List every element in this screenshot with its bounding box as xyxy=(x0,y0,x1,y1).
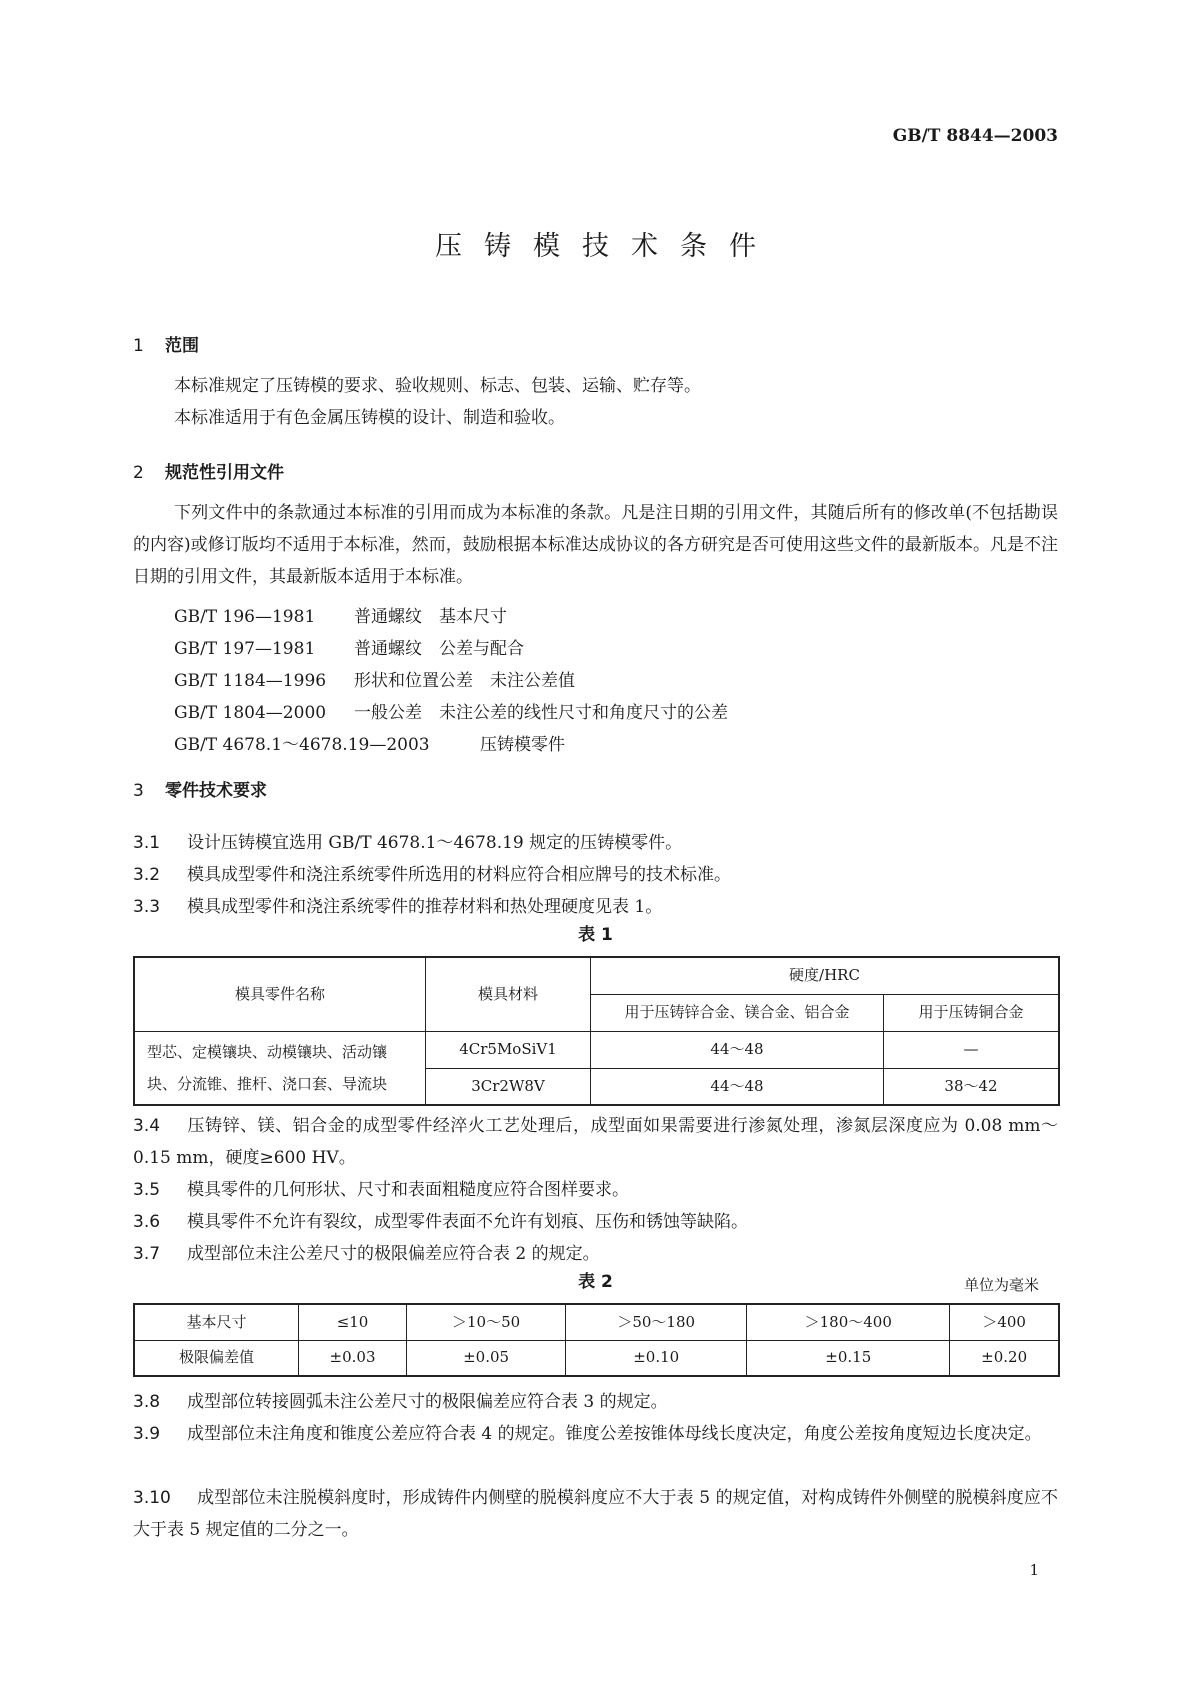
clause-text: 成型部位未注角度和锥度公差应符合表 4 的规定。锥度公差按锥体母线长度决定，角度公差按角度短边长度决定。 xyxy=(187,1424,1042,1444)
clause-number: 3.10 xyxy=(133,1488,171,1508)
clause-3-3 xyxy=(133,891,1058,923)
header-cell: 模具材料 xyxy=(426,957,591,1031)
reference-name: 形状和位置公差 未注公差值 xyxy=(354,671,575,691)
reference-item xyxy=(174,609,507,626)
reference-item xyxy=(174,737,565,754)
section-3-heading xyxy=(133,783,267,800)
table-2-title: 表 2 xyxy=(578,1272,613,1292)
table-cell: 44～48 xyxy=(591,1031,884,1068)
clause-number: 3.1 xyxy=(133,833,161,853)
table-cell: ≤10 xyxy=(299,1304,407,1340)
table-1 xyxy=(133,956,1060,1106)
clause-text: 设计压铸模宜选用 GB/T 4678.1～4678.19 规定的压铸模零件。 xyxy=(187,833,683,853)
clause-text: 模具零件不允许有裂纹，成型零件表面不允许有划痕、压伤和锈蚀等缺陷。 xyxy=(187,1212,748,1232)
table-cell: 3Cr2W8V xyxy=(426,1068,591,1105)
reference-code: GB/T 197—1981 xyxy=(174,639,316,659)
clause-3-7 xyxy=(133,1238,1058,1270)
paragraph: 本标准规定了压铸模的要求、验收规则、标志、包装、运输、贮存等。 xyxy=(174,376,701,396)
reference-code: GB/T 1184—1996 xyxy=(174,671,327,691)
header-cell: 用于压铸锌合金、镁合金、铝合金 xyxy=(591,994,884,1031)
row-label: 极限偏差值 xyxy=(134,1340,299,1376)
table-row xyxy=(134,1031,1059,1068)
clause-3-8 xyxy=(133,1386,1058,1418)
table-cell: ＞50～180 xyxy=(566,1304,747,1340)
section-number: 1 xyxy=(133,336,144,356)
reference-item xyxy=(174,673,575,690)
paragraph: 下列文件中的条款通过本标准的引用而成为本标准的条款。凡是注日期的引用文件，其随后所有的修改单(不包括勘误的内容)或修订版均不适用于本标准，然而，鼓励根据本标准达成协议的各方研究是否可使用这些文件的最新版本。凡是不注日期的引用文件，其最新版本适用于本标准。 xyxy=(133,503,1058,587)
reference-item xyxy=(174,705,728,722)
table-cell: ±0.10 xyxy=(566,1340,747,1376)
reference-name: 普通螺纹 公差与配合 xyxy=(354,639,524,659)
paragraph: 本标准适用于有色金属压铸模的设计、制造和验收。 xyxy=(174,408,565,428)
clause-number: 3.7 xyxy=(133,1244,161,1264)
clause-text: 模具零件的几何形状、尺寸和表面粗糙度应符合图样要求。 xyxy=(187,1180,629,1200)
table-cell: 4Cr5MoSiV1 xyxy=(426,1031,591,1068)
clause-3-9 xyxy=(133,1418,1058,1450)
clause-text: 成型部位转接圆弧未注公差尺寸的极限偏差应符合表 3 的规定。 xyxy=(187,1392,668,1412)
table-cell: ±0.05 xyxy=(407,1340,566,1376)
reference-code: GB/T 1804—2000 xyxy=(174,703,327,723)
header-cell: 硬度/HRC xyxy=(591,957,1060,994)
table-cell: ±0.03 xyxy=(299,1340,407,1376)
header-cell: 用于压铸铜合金 xyxy=(884,994,1060,1031)
row-label: 基本尺寸 xyxy=(134,1304,299,1340)
section-title: 零件技术要求 xyxy=(165,781,267,801)
table-cell: — xyxy=(884,1031,1060,1068)
reference-name: 普通螺纹 基本尺寸 xyxy=(354,607,507,627)
table-cell: ＞10～50 xyxy=(407,1304,566,1340)
table-cell: ±0.15 xyxy=(747,1340,950,1376)
section-title: 范围 xyxy=(165,336,199,356)
clause-number: 3.5 xyxy=(133,1180,161,1200)
page-number: 1 xyxy=(1029,1561,1039,1579)
clause-text: 成型部位未注脱模斜度时，形成铸件内侧壁的脱模斜度应不大于表 5 的规定值，对构成铸件外侧壁的脱模斜度应不大于表 5 规定值的二分之一。 xyxy=(133,1488,1058,1540)
reference-item xyxy=(174,641,524,658)
clause-text: 成型部位未注公差尺寸的极限偏差应符合表 2 的规定。 xyxy=(187,1244,600,1264)
table-cell: 38～42 xyxy=(884,1068,1060,1105)
table-cell: 44～48 xyxy=(591,1068,884,1105)
header-cell: 模具零件名称 xyxy=(134,957,426,1031)
section-number: 3 xyxy=(133,781,144,801)
table-2-unit: 单位为毫米 xyxy=(963,1276,1039,1294)
table-2 xyxy=(133,1303,1060,1377)
reference-name: 压铸模零件 xyxy=(480,735,565,755)
table-row xyxy=(134,1340,1059,1376)
clause-number: 3.9 xyxy=(133,1424,161,1444)
clause-text: 压铸锌、镁、铝合金的成型零件经淬火工艺处理后，成型面如果需要进行渗氮处理，渗氮层深度应为 0.08 mm～0.15 mm，硬度≥600 HV。 xyxy=(133,1116,1058,1168)
clause-3-10 xyxy=(133,1482,1058,1546)
clause-number: 3.3 xyxy=(133,897,161,917)
part-description-line: 块、分流锥、推杆、浇口套、导流块 xyxy=(147,1074,388,1093)
reference-name: 一般公差 未注公差的线性尺寸和角度尺寸的公差 xyxy=(354,703,728,723)
clause-text: 模具成型零件和浇注系统零件所选用的材料应符合相应牌号的技术标准。 xyxy=(187,865,731,885)
section-1-heading xyxy=(133,338,199,355)
table-cell: ＞180～400 xyxy=(747,1304,950,1340)
clause-text: 模具成型零件和浇注系统零件的推荐材料和热处理硬度见表 1。 xyxy=(187,897,663,917)
section-2-heading xyxy=(133,465,284,482)
section-title: 规范性引用文件 xyxy=(165,463,284,483)
clause-3-6 xyxy=(133,1206,1058,1238)
clause-3-2 xyxy=(133,859,1058,891)
table-cell: ＞400 xyxy=(950,1304,1059,1340)
table-cell: ±0.20 xyxy=(950,1340,1059,1376)
clause-number: 3.8 xyxy=(133,1392,161,1412)
section-number: 2 xyxy=(133,463,144,483)
clause-number: 3.6 xyxy=(133,1212,161,1232)
document-title: 压铸模技术条件 xyxy=(435,231,778,262)
part-description-line: 型芯、定模镶块、动模镶块、活动镶 xyxy=(147,1042,388,1061)
standard-code: GB/T 8844—2003 xyxy=(892,126,1058,146)
table-row xyxy=(134,1304,1059,1340)
clause-3-4 xyxy=(133,1110,1058,1174)
part-description-cell xyxy=(134,1031,426,1105)
reference-code: GB/T 4678.1～4678.19—2003 xyxy=(174,735,430,755)
clause-number: 3.2 xyxy=(133,865,161,885)
clause-number: 3.4 xyxy=(133,1116,161,1136)
clause-3-1 xyxy=(133,827,1058,859)
clause-3-5 xyxy=(133,1174,1058,1206)
table-1-title: 表 1 xyxy=(578,925,613,945)
reference-code: GB/T 196—1981 xyxy=(174,607,316,627)
